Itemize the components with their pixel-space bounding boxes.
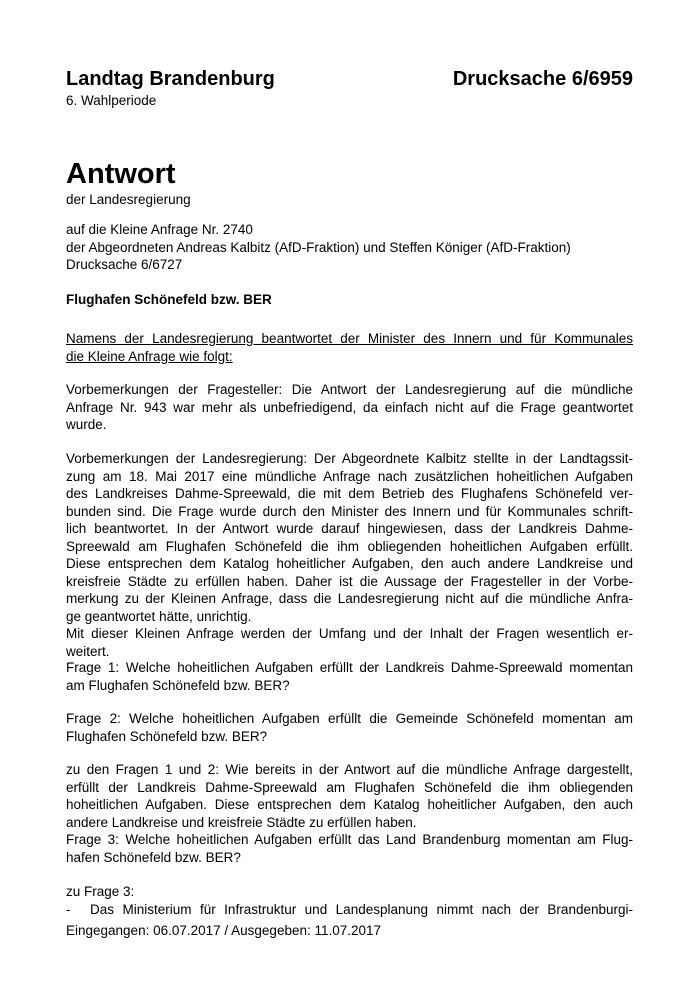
paragraph-line: Spreewald am Flughafen Schönefeld die ihm obliegenden hoheitlichen Aufgaben erfüllt. bbox=[66, 538, 633, 554]
paragraph-line: lich beantwortet. In der Antwort wurde darauf hingewiesen, dass der Landkreis Dahme- bbox=[66, 521, 633, 536]
question-line: Frage 1: Welche hoheitlichen Aufgaben erfüllt der Landkreis Dahme-Spreewald momentan bbox=[66, 660, 633, 675]
paragraph-line: merkung zu der Kleinen Anfrage, dass die Landesregierung nicht auf die mündliche Anfra- bbox=[66, 591, 633, 606]
subject-heading: Flughafen Schönefeld bzw. BER bbox=[66, 292, 272, 307]
question-line: Frage 2: Welche hoheitlichen Aufgaben erfüllt die Gemeinde Schönefeld momentan am bbox=[66, 711, 633, 726]
answer-line: zu den Fragen 1 und 2: Wie bereits in der Antwort auf die mündliche Anfrage dargestellt, bbox=[66, 762, 633, 777]
parliament-name: Landtag Brandenburg bbox=[66, 68, 275, 90]
paragraph-line: Anfrage Nr. 943 war mehr als unbefriedigend, da einfach nicht auf die Frage geantwortet bbox=[66, 399, 633, 415]
intro-line: die Kleine Anfrage wie folgt: bbox=[66, 348, 233, 364]
answer-questions-1-2 bbox=[66, 761, 633, 831]
question-line: am Flughafen Schönefeld bzw. BER? bbox=[66, 677, 290, 693]
bullet-text: Das Ministerium für Infrastruktur und Landesplanung nimmt nach der Brandenburgi- bbox=[90, 901, 633, 917]
intro-line: Namens der Landesregierung beantwortet der Minister des Innern und für Kommunales bbox=[66, 331, 633, 346]
question-line: Frage 3: Welche hoheitlichen Aufgaben erfüllt das Land Brandenburg momentan am Flug- bbox=[66, 832, 633, 847]
answer-line: erfüllt der Landkreis Dahme-Spreewald am Flughafen Schönefeld die ihm obliegenden bbox=[66, 779, 633, 795]
bullet-dash: - bbox=[66, 901, 71, 917]
question-3 bbox=[66, 831, 633, 866]
paragraph-line: bunden sind. Die Frage wurde durch den Minister des Innern und für Kommunales schrift- bbox=[66, 503, 633, 519]
paragraph-line: wurde. bbox=[66, 417, 107, 432]
footer-dates: Eingegangen: 06.07.2017 / Ausgegeben: 11.07.2017 bbox=[66, 923, 382, 938]
paragraph-line: Mit dieser Kleinen Anfrage werden der Umfang und der Inhalt der Fragen wesentlich er- bbox=[66, 626, 633, 641]
paragraph-line: zung am 18. Mai 2017 eine mündliche Anfrage nach zusätzlichen hoheitlichen Aufgaben bbox=[66, 468, 633, 484]
intro-statement bbox=[66, 330, 633, 365]
paragraph-line: kreisfreie Städte zu erfüllen haben. Daher ist die Aussage der Fragesteller in der Vorbe- bbox=[66, 573, 633, 589]
paragraph-line: ge geantwortet hätte, unrichtig. bbox=[66, 608, 252, 624]
question-line: Flughafen Schönefeld bzw. BER? bbox=[66, 728, 268, 744]
prelim-government bbox=[66, 450, 633, 660]
legislative-period: 6. Wahlperiode bbox=[66, 93, 157, 108]
paragraph-line: Vorbemerkungen der Fragesteller: Die Antwort der Landesregierung auf die mündliche bbox=[66, 382, 633, 397]
reference-line: auf die Kleine Anfrage Nr. 2740 bbox=[66, 222, 253, 237]
answer-line: andere Landkreise und kreisfreie Städte zu erfüllen haben. bbox=[66, 814, 417, 830]
paragraph-line: Diese entsprechen dem Katalog hoheitlicher Aufgaben, den auch andere Landkreise und bbox=[66, 556, 633, 571]
question-line: hafen Schönefeld bzw. BER? bbox=[66, 849, 241, 865]
inquiry-reference bbox=[66, 221, 633, 274]
answer-question-3 bbox=[66, 883, 633, 918]
reference-line: der Abgeordneten Andreas Kalbitz (AfD-Fraktion) und Steffen Königer (AfD-Fraktion) bbox=[66, 239, 571, 255]
document-number: Drucksache 6/6959 bbox=[452, 68, 633, 90]
paragraph-line: Vorbemerkungen der Landesregierung: Der Abgeordnete Kalbitz stellte in der Landtagssit- bbox=[66, 451, 633, 466]
question-2 bbox=[66, 710, 633, 745]
document-subtitle: der Landesregierung bbox=[66, 192, 191, 207]
answer-heading: zu Frage 3: bbox=[66, 884, 135, 899]
reference-line: Drucksache 6/6727 bbox=[66, 257, 183, 272]
answer-line: hoheitlichen Aufgaben. Diese entsprechen dem Katalog hoheitlicher Aufgaben, den auch bbox=[66, 797, 633, 812]
document-title: Antwort bbox=[66, 158, 176, 190]
prelim-questioner bbox=[66, 381, 633, 434]
paragraph-line: des Landkreises Dahme-Spreewald, die mit dem Betrieb des Flughafens Schönefeld ver- bbox=[66, 486, 633, 501]
paragraph-line: weitert. bbox=[66, 643, 110, 659]
question-1 bbox=[66, 659, 633, 694]
bullet-item bbox=[66, 901, 633, 919]
